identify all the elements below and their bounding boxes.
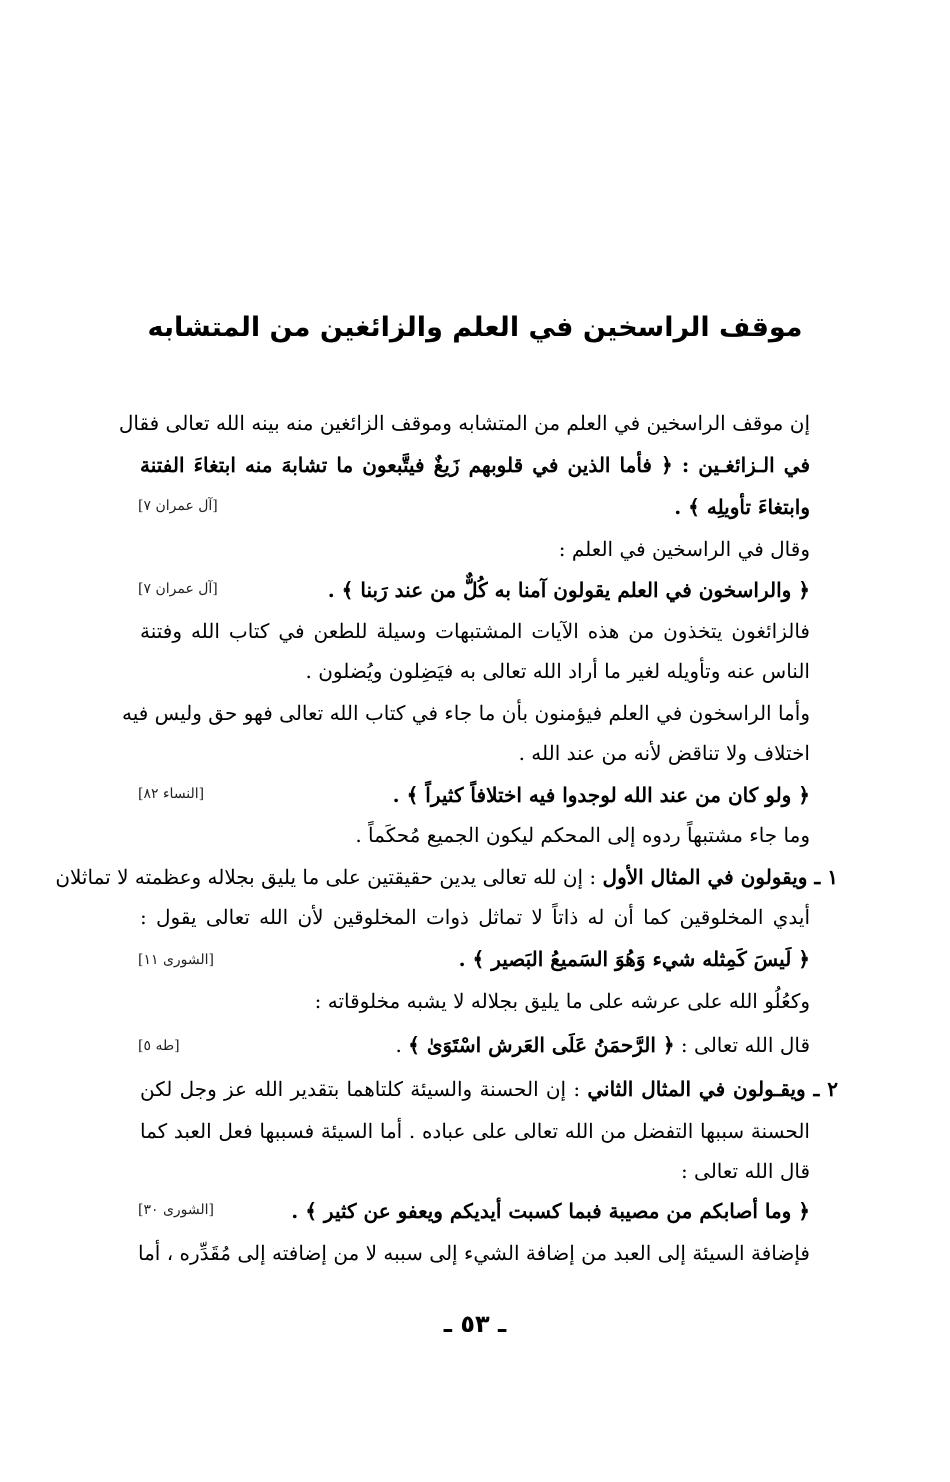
text-line: ﴿ والراسخون في العلم يقولون آمنا به كُلٌّ من عند رَبنا ﴾ . (327, 578, 810, 602)
text-segment: قال الله تعالى : (674, 1033, 810, 1057)
text-line: اختلاف ولا تناقض لأنه من عند الله . (518, 741, 810, 765)
verse-reference: [الشورى ١١] (138, 952, 215, 968)
numbered-point-1 (55, 862, 838, 898)
page-title: موقف الراسخين في العلم والزائغين من المتشابه (147, 312, 803, 343)
text-line: فإضافة السيئة إلى العبد من إضافة الشيء إلى سببه لا من إضافته إلى مُقَدِّره ، أما (137, 1241, 810, 1265)
text-line (140, 1030, 810, 1066)
text-line: الحسنة سببها التفضل من الله تعالى على عباده . أما السيئة فسببها فعل العبد كما (140, 1119, 810, 1143)
text-line: فالزائغون يتخذون من هذه الآيات المشتبهات وسيلة للطعن في كتاب الله وفتنة (140, 619, 810, 643)
text-line: وابتغاءَ تأويلِه ﴾ . (674, 495, 810, 519)
verse-reference: [طه ٥] (138, 1038, 180, 1054)
text-segment: . (395, 1033, 409, 1057)
point-text: : إن لله تعالى يدين حقيقتين على ما يليق بجلاله وعظمته لا تماثلان (55, 865, 603, 889)
verse-reference: [آل عمران ٧] (138, 498, 218, 514)
point-heading: ٢ ـ ويقـولون في المثال الثاني (587, 1077, 838, 1101)
verse-reference: [النساء ٨٢] (138, 786, 205, 802)
text-line: ﴿ ولو كان من عند الله لوجدوا فيه اختلافاً كثيراً ﴾ . (392, 783, 810, 807)
text-line: وما جاء مشتبهاً ردوه إلى المحكم ليكون الجميع مُحكَماً . (355, 823, 810, 847)
text-line: إن موقف الراسخين في العلم من المتشابه وموقف الزائغين منه بينه الله تعالى فقال (118, 411, 810, 435)
point-text: : إن الحسنة والسيئة كلتاهما بتقدير الله عز وجل لكن (140, 1077, 588, 1101)
text-line: قال الله تعالى : (680, 1159, 810, 1183)
point-heading: ١ ـ ويقولون في المثال الأول (602, 865, 838, 889)
text-line: ﴿ وما أصابكم من مصيبة فبما كسبت أيديكم ويعفو عن كثير ﴾ . (291, 1199, 810, 1223)
text-line: الناس عنه وتأويله لغير ما أراد الله تعالى به فيَضِلون ويُضلون . (305, 659, 810, 683)
text-line: في الـزائغـين : ﴿ فأما الذين في قلوبهم زَيغٌ فيتَّبعون ما تشابهَ منه ابتغاءَ الفتنة (140, 453, 810, 477)
verse-reference: [آل عمران ٧] (138, 581, 218, 597)
text-line: ﴿ لَيسَ كَمِثله شيء وَهُوَ السَميعُ البَصير ﴾ . (458, 947, 810, 971)
text-line: وقال في الراسخين في العلم : (558, 537, 810, 561)
numbered-point-2 (140, 1074, 838, 1110)
text-line: وكعُلُو الله على عرشه على ما يليق بجلاله لا يشبه مخلوقاته : (314, 989, 810, 1013)
verse-segment: ﴿ الرَّحمَنُ عَلَى العَرش اسْتَوَىٰ ﴾ (408, 1033, 675, 1057)
verse-reference: [الشورى ٣٠] (138, 1202, 215, 1218)
text-line: أيدي المخلوقين كما أن له ذاتاً لا تماثل ذوات المخلوقين لأن الله تعالى يقول : (140, 905, 810, 929)
page-number: ـ ٥٣ ـ (443, 1310, 507, 1338)
text-line: وأما الراسخون في العلم فيؤمنون بأن ما جاء في كتاب الله تعالى فهو حق وليس فيه (121, 701, 810, 725)
